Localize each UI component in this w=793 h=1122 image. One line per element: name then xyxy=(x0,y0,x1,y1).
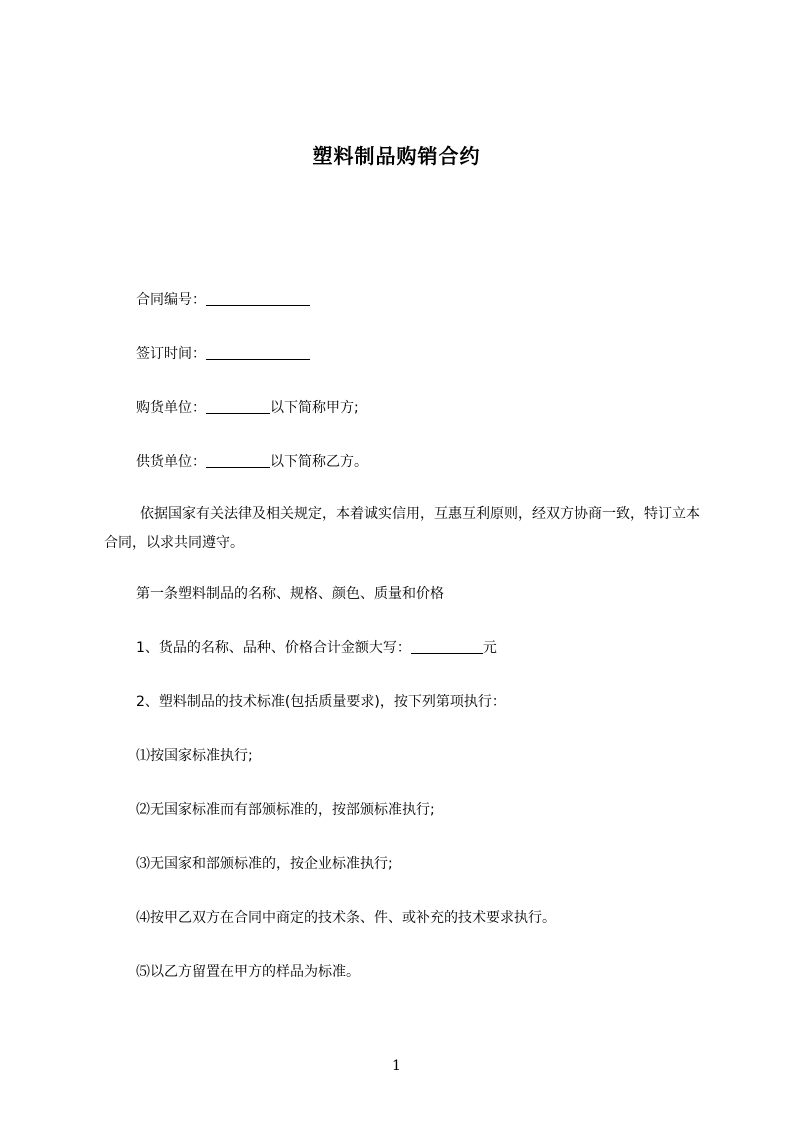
intro-text: 依据国家有关法律及相关规定，本着诚实信用，互惠互利原则，经双方协商一致，特订立本合同，以求共同遵守。 xyxy=(104,506,700,551)
document-title: 塑料制品购销合约 xyxy=(312,144,481,168)
buyer-label: 购货单位： xyxy=(136,400,206,416)
sign-time-blank[interactable] xyxy=(206,345,310,360)
sub-item-5: ⑸以乙方留置在甲方的样品为标准。 xyxy=(136,964,360,980)
supplier-line xyxy=(136,451,368,473)
sub-item-2: ⑵无国家标准而有部颁标准的，按部颁标准执行; xyxy=(136,802,435,818)
supplier-suffix: 以下简称乙方。 xyxy=(270,454,368,470)
supplier-label: 供货单位： xyxy=(136,454,206,470)
item-1-text: 1、货品的名称、品种、价格合计金额大写： xyxy=(136,640,411,656)
contract-number-line xyxy=(136,289,310,311)
contract-number-label: 合同编号： xyxy=(136,292,206,308)
amount-blank[interactable] xyxy=(411,639,483,654)
sub-item-3: ⑶无国家和部颁标准的，按企业标准执行; xyxy=(136,856,393,872)
buyer-line xyxy=(136,397,359,419)
article-1-heading: 第一条塑料制品的名称、规格、颜色、质量和价格 xyxy=(136,586,444,602)
supplier-blank[interactable] xyxy=(206,453,270,468)
item-1-line xyxy=(136,637,497,659)
sign-time-line xyxy=(136,343,310,365)
sub-item-4: ⑷按甲乙双方在合同中商定的技术条、件、或补充的技术要求执行。 xyxy=(136,910,556,926)
item-2-line: 2、塑料制品的技术标准(包括质量要求)，按下列第项执行： xyxy=(136,694,506,710)
intro-paragraph xyxy=(104,500,704,558)
sign-time-label: 签订时间： xyxy=(136,346,206,362)
buyer-blank[interactable] xyxy=(206,399,270,414)
sub-item-1: ⑴按国家标准执行; xyxy=(136,748,253,764)
page-number: 1 xyxy=(392,1058,401,1074)
contract-number-blank[interactable] xyxy=(206,291,310,306)
item-1-suffix: 元 xyxy=(482,640,497,656)
buyer-suffix: 以下简称甲方; xyxy=(270,400,359,416)
